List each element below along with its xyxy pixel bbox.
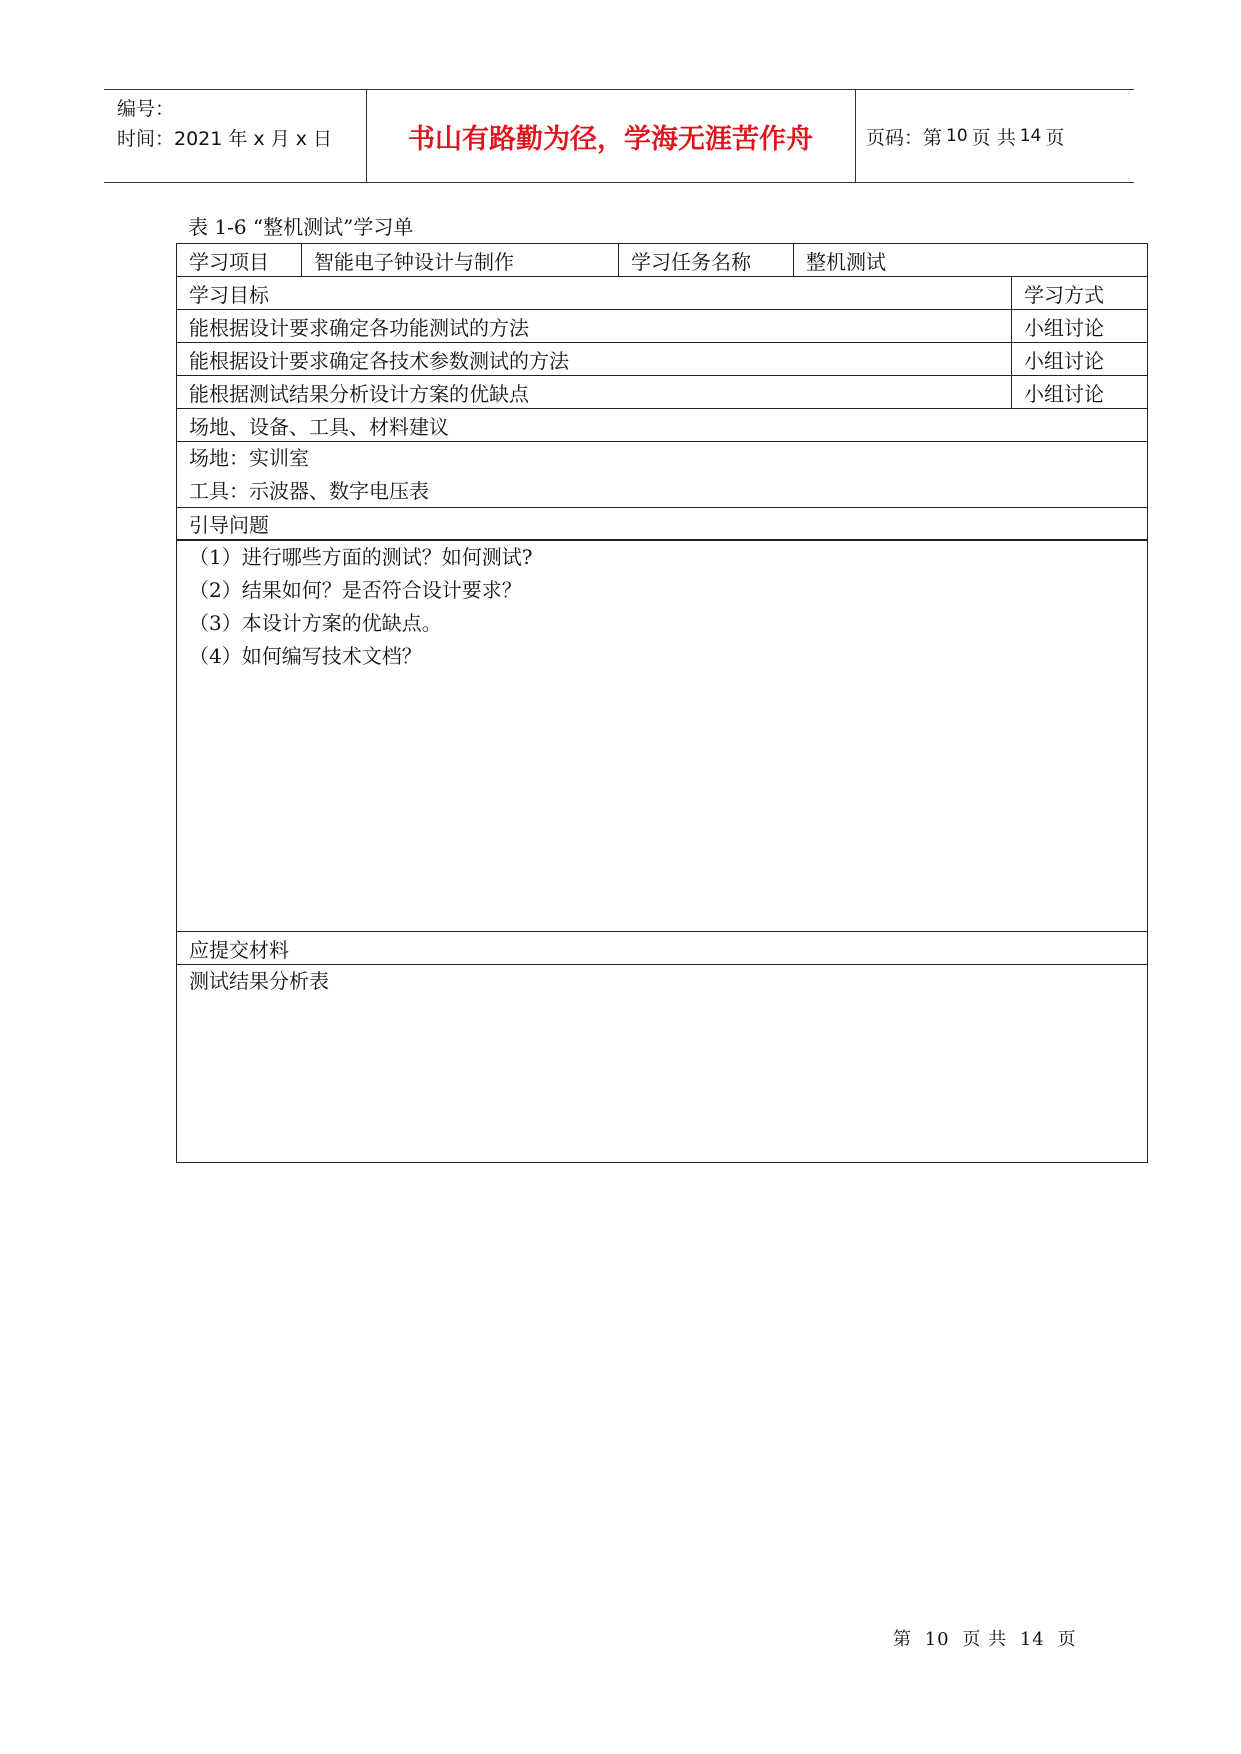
project-label: 学习项目: [189, 249, 269, 274]
time-label: 时间：2021 年 x 月 x 日: [117, 128, 333, 150]
project-value: 智能电子钟设计与制作: [301, 244, 618, 276]
header-meta: [117, 94, 332, 154]
question-item: （1）进行哪些方面的测试？如何测试?: [189, 545, 533, 569]
goal-method: 小组讨论: [1011, 310, 1147, 342]
table-row-project: [177, 244, 1147, 277]
table-row-goals-header: [177, 277, 1147, 310]
question-item: （4）如何编写技术文档？: [189, 644, 422, 668]
motto: 书山有路勤为径，学海无涯苦作舟: [408, 123, 813, 155]
table-row-goal: [177, 376, 1147, 409]
table-row-goal: [177, 310, 1147, 343]
goals-header: 学习目标: [189, 282, 269, 307]
goal-method: 小组讨论: [1011, 376, 1147, 408]
goal-text: 能根据设计要求确定各功能测试的方法: [189, 315, 529, 340]
footer-mid: 页 共: [962, 1629, 1008, 1650]
study-sheet-table: [176, 243, 1148, 1163]
footer-prefix: 第: [893, 1629, 912, 1650]
table-row-goal: [177, 343, 1147, 376]
resources-header: 场地、设备、工具、材料建议: [189, 414, 449, 439]
header-divider: [855, 90, 856, 182]
question-item: （3）本设计方案的优缺点。: [189, 611, 442, 635]
table-row-submit: [177, 965, 1147, 1162]
task-value: 整机测试: [793, 244, 1147, 276]
question-item: （2）结果如何？是否符合设计要求？: [189, 578, 522, 602]
page-footer: [893, 1625, 1076, 1651]
table-row-resources: [177, 442, 1147, 508]
method-header: 学习方式: [1011, 277, 1147, 309]
submit-value: 测试结果分析表: [189, 969, 329, 993]
goal-method: 小组讨论: [1011, 343, 1147, 375]
table-row-questions: [177, 541, 1147, 932]
page-header: [104, 89, 1134, 183]
page-prefix: 页码：第: [866, 126, 943, 149]
task-label: 学习任务名称: [618, 244, 793, 276]
submit-header: 应提交材料: [189, 937, 289, 962]
page-indicator: [866, 90, 1064, 182]
goal-text: 能根据测试结果分析设计方案的优缺点: [189, 381, 529, 406]
page-mid: 页 共: [971, 126, 1016, 149]
goal-text: 能根据设计要求确定各技术参数测试的方法: [189, 348, 569, 373]
questions-header: 引导问题: [189, 513, 269, 537]
resource-line: 工具：示波器、数字电压表: [189, 479, 429, 503]
table-row-questions-header: [177, 508, 1147, 541]
page-total: 14: [1019, 126, 1042, 146]
page-current: 10: [946, 126, 968, 146]
table-row-resources-header: [177, 409, 1147, 442]
resources-list: [189, 442, 429, 508]
resource-line: 场地：实训室: [189, 446, 309, 470]
footer-suffix: 页: [1057, 1629, 1077, 1650]
footer-total: 14: [1019, 1629, 1045, 1650]
number-label: 编号：: [117, 98, 175, 120]
table-row-submit-header: [177, 932, 1147, 965]
page-suffix: 页: [1045, 126, 1065, 149]
questions-list: [189, 541, 532, 673]
table-caption: 表 1-6 “整机测试”学习单: [188, 215, 414, 239]
footer-current: 10: [924, 1629, 950, 1650]
